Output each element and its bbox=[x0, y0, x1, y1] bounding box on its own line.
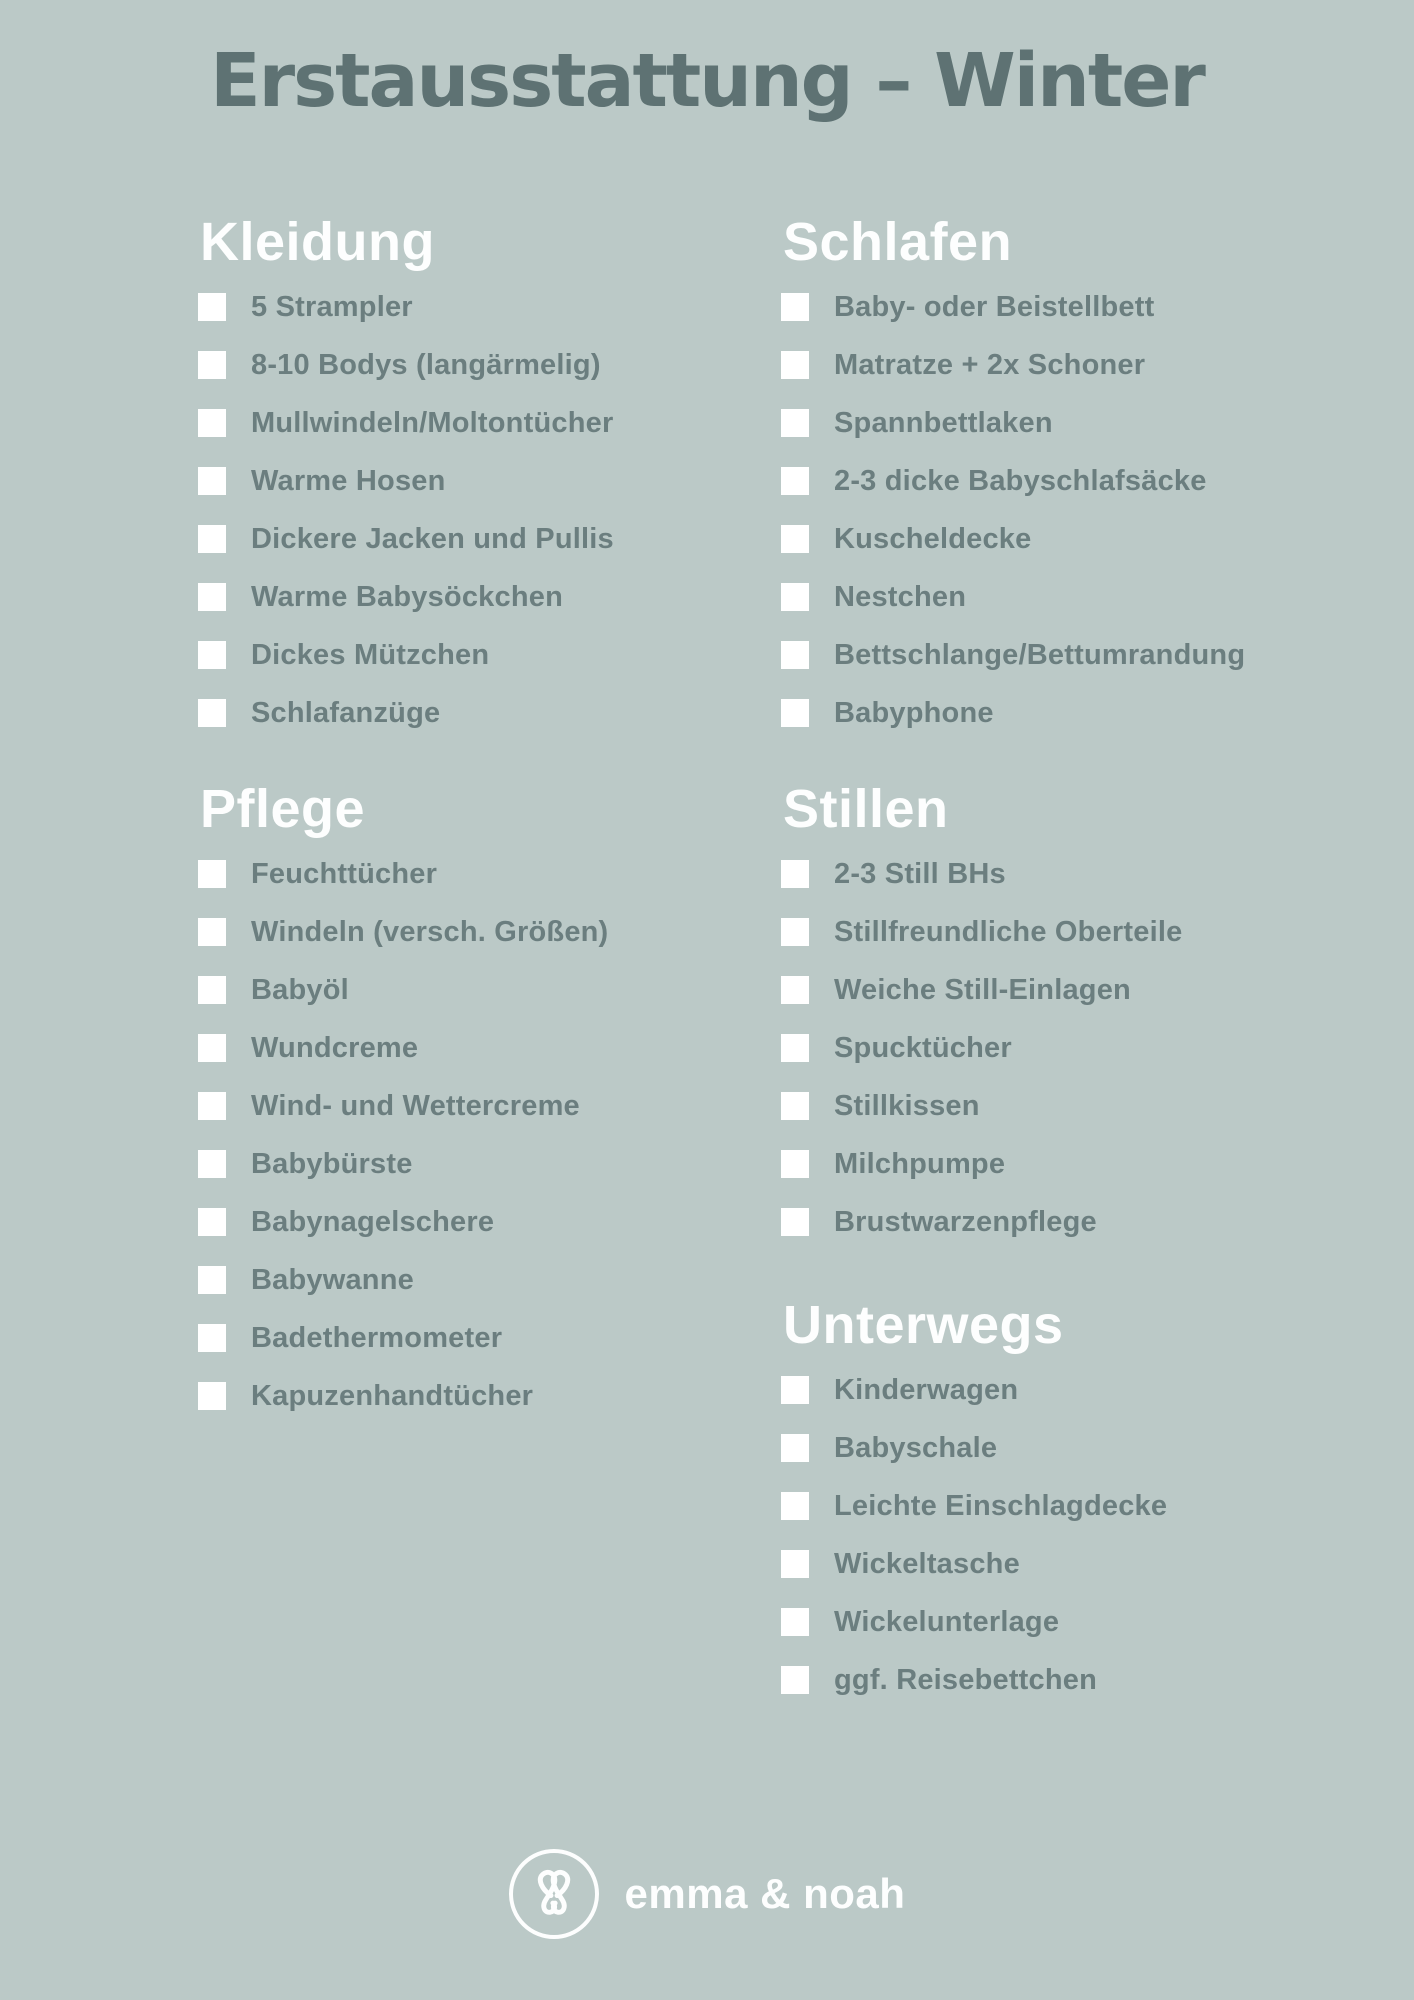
checklist-item bbox=[198, 406, 763, 439]
knot-icon-graphic bbox=[516, 1856, 592, 1932]
checklist-item bbox=[198, 1205, 763, 1238]
item-checkbox[interactable] bbox=[198, 918, 226, 946]
checklist-item bbox=[781, 1431, 1381, 1464]
item-label: Babyschale bbox=[834, 1431, 998, 1464]
item-checkbox[interactable] bbox=[781, 467, 809, 495]
item-label: Spucktücher bbox=[834, 1031, 1012, 1064]
section-stillen bbox=[781, 779, 1381, 1238]
item-label: 2-3 dicke Babyschlafsäcke bbox=[834, 464, 1207, 497]
item-label: Babybürste bbox=[251, 1147, 413, 1180]
item-label: Babyöl bbox=[251, 973, 349, 1006]
section-title-unterwegs: Unterwegs bbox=[783, 1295, 1064, 1355]
item-checkbox[interactable] bbox=[781, 1034, 809, 1062]
checklist-item bbox=[198, 290, 763, 323]
brand-name: emma & noah bbox=[624, 1870, 906, 1917]
checklist-item bbox=[198, 522, 763, 555]
checklist-stillen bbox=[781, 857, 1381, 1238]
item-label: Wickeltasche bbox=[834, 1547, 1020, 1580]
checklist-item bbox=[198, 1263, 763, 1296]
section-schlafen bbox=[781, 212, 1381, 729]
item-checkbox[interactable] bbox=[781, 699, 809, 727]
item-label: Kinderwagen bbox=[834, 1373, 1019, 1406]
item-label: Babywanne bbox=[251, 1263, 414, 1296]
page-title: Erstausstattung – Winter bbox=[210, 38, 1204, 124]
item-checkbox[interactable] bbox=[781, 525, 809, 553]
item-checkbox[interactable] bbox=[198, 860, 226, 888]
item-checkbox[interactable] bbox=[198, 1092, 226, 1120]
checklist-item bbox=[781, 1547, 1381, 1580]
item-label: Stillfreundliche Oberteile bbox=[834, 915, 1183, 948]
item-checkbox[interactable] bbox=[781, 1492, 809, 1520]
emma-noah-logo-icon bbox=[509, 1849, 599, 1939]
checklist-item bbox=[781, 1205, 1381, 1238]
checklist-item bbox=[781, 915, 1381, 948]
checklist-item bbox=[198, 1321, 763, 1354]
checklist-item bbox=[781, 973, 1381, 1006]
checklist-item bbox=[198, 1031, 763, 1064]
checklist-item bbox=[198, 857, 763, 890]
checklist-item bbox=[781, 580, 1381, 613]
item-label: Weiche Still-Einlagen bbox=[834, 973, 1131, 1006]
item-checkbox[interactable] bbox=[781, 1208, 809, 1236]
checklist-pflege bbox=[198, 857, 763, 1412]
item-checkbox[interactable] bbox=[198, 1034, 226, 1062]
item-label: Nestchen bbox=[834, 580, 967, 613]
item-checkbox[interactable] bbox=[781, 1608, 809, 1636]
item-label: Warme Babysöckchen bbox=[251, 580, 563, 613]
item-checkbox[interactable] bbox=[781, 976, 809, 1004]
item-label: Babynagelschere bbox=[251, 1205, 495, 1238]
item-label: Spannbettlaken bbox=[834, 406, 1053, 439]
item-checkbox[interactable] bbox=[781, 641, 809, 669]
section-title-pflege: Pflege bbox=[200, 779, 366, 839]
item-checkbox[interactable] bbox=[781, 1550, 809, 1578]
section-unterwegs bbox=[781, 1295, 1381, 1696]
section-kleidung bbox=[198, 212, 763, 729]
item-checkbox[interactable] bbox=[781, 1666, 809, 1694]
checklist-item bbox=[781, 464, 1381, 497]
item-label: Kuscheldecke bbox=[834, 522, 1032, 555]
item-checkbox[interactable] bbox=[198, 583, 226, 611]
item-label: Feuchttücher bbox=[251, 857, 438, 890]
checklist-unterwegs bbox=[781, 1373, 1381, 1696]
item-checkbox[interactable] bbox=[198, 525, 226, 553]
item-checkbox[interactable] bbox=[198, 293, 226, 321]
item-label: Dickere Jacken und Pullis bbox=[251, 522, 614, 555]
item-label: Leichte Einschlagdecke bbox=[834, 1489, 1168, 1522]
item-checkbox[interactable] bbox=[198, 467, 226, 495]
checklist-item bbox=[198, 348, 763, 381]
checklist-item bbox=[781, 1031, 1381, 1064]
item-label: Matratze + 2x Schoner bbox=[834, 348, 1146, 381]
checklist-item bbox=[781, 348, 1381, 381]
item-checkbox[interactable] bbox=[781, 860, 809, 888]
checklist-item bbox=[198, 915, 763, 948]
item-checkbox[interactable] bbox=[198, 1208, 226, 1236]
item-label: Wind- und Wettercreme bbox=[251, 1089, 580, 1122]
checklist-item bbox=[781, 1663, 1381, 1696]
item-checkbox[interactable] bbox=[198, 409, 226, 437]
item-label: 8-10 Bodys (langärmelig) bbox=[251, 348, 601, 381]
item-label: Mullwindeln/Moltontücher bbox=[251, 406, 614, 439]
item-checkbox[interactable] bbox=[781, 1092, 809, 1120]
checklist-item bbox=[198, 696, 763, 729]
section-title-kleidung: Kleidung bbox=[200, 212, 435, 272]
checklist-item bbox=[781, 406, 1381, 439]
checklist-item bbox=[198, 973, 763, 1006]
item-checkbox[interactable] bbox=[198, 1324, 226, 1352]
checklist-item bbox=[198, 1089, 763, 1122]
item-checkbox[interactable] bbox=[781, 583, 809, 611]
column-right bbox=[781, 212, 1381, 1724]
item-checkbox[interactable] bbox=[781, 1150, 809, 1178]
section-title-schlafen: Schlafen bbox=[783, 212, 1013, 272]
item-checkbox[interactable] bbox=[198, 976, 226, 1004]
item-checkbox[interactable] bbox=[781, 1376, 809, 1404]
item-label: Schlafanzüge bbox=[251, 696, 441, 729]
item-label: Windeln (versch. Größen) bbox=[251, 915, 609, 948]
item-label: Stillkissen bbox=[834, 1089, 980, 1122]
item-label: 2-3 Still BHs bbox=[834, 857, 1006, 890]
item-label: Bettschlange/Bettumrandung bbox=[834, 638, 1246, 671]
item-checkbox[interactable] bbox=[198, 1150, 226, 1178]
checklist-kleidung bbox=[198, 290, 763, 729]
checklist-item bbox=[781, 696, 1381, 729]
item-label: Kapuzenhandtücher bbox=[251, 1379, 534, 1412]
checklist-schlafen bbox=[781, 290, 1381, 729]
item-label: Dickes Mützchen bbox=[251, 638, 490, 671]
checklist-item bbox=[198, 464, 763, 497]
item-label: Babyphone bbox=[834, 696, 994, 729]
checklist-item bbox=[781, 638, 1381, 671]
item-checkbox[interactable] bbox=[198, 1266, 226, 1294]
item-label: Badethermometer bbox=[251, 1321, 503, 1354]
brand-footer bbox=[0, 1849, 1414, 1939]
checklist-item bbox=[781, 522, 1381, 555]
item-checkbox[interactable] bbox=[781, 293, 809, 321]
item-label: ggf. Reisebettchen bbox=[834, 1663, 1098, 1696]
checklist-item bbox=[198, 580, 763, 613]
checklist-item bbox=[781, 1373, 1381, 1406]
item-checkbox[interactable] bbox=[781, 1434, 809, 1462]
checklist-item bbox=[198, 1379, 763, 1412]
item-label: 5 Strampler bbox=[251, 290, 413, 323]
item-checkbox[interactable] bbox=[198, 351, 226, 379]
column-left bbox=[198, 212, 763, 1440]
item-label: Milchpumpe bbox=[834, 1147, 1006, 1180]
item-checkbox[interactable] bbox=[198, 1382, 226, 1410]
item-label: Wundcreme bbox=[251, 1031, 419, 1064]
item-label: Brustwarzenpflege bbox=[834, 1205, 1097, 1238]
checklist-item bbox=[781, 1089, 1381, 1122]
item-checkbox[interactable] bbox=[198, 699, 226, 727]
item-label: Baby- oder Beistellbett bbox=[834, 290, 1155, 323]
checklist-item bbox=[781, 290, 1381, 323]
checklist-item bbox=[198, 1147, 763, 1180]
item-checkbox[interactable] bbox=[198, 641, 226, 669]
section-title-stillen: Stillen bbox=[783, 779, 949, 839]
item-label: Wickelunterlage bbox=[834, 1605, 1060, 1638]
item-checkbox[interactable] bbox=[781, 409, 809, 437]
section-pflege bbox=[198, 779, 763, 1412]
item-checkbox[interactable] bbox=[781, 918, 809, 946]
checklist-item bbox=[781, 857, 1381, 890]
checklist-item bbox=[781, 1489, 1381, 1522]
checklist-item bbox=[781, 1147, 1381, 1180]
checklist-item bbox=[781, 1605, 1381, 1638]
item-label: Warme Hosen bbox=[251, 464, 446, 497]
item-checkbox[interactable] bbox=[781, 351, 809, 379]
checklist-item bbox=[198, 638, 763, 671]
